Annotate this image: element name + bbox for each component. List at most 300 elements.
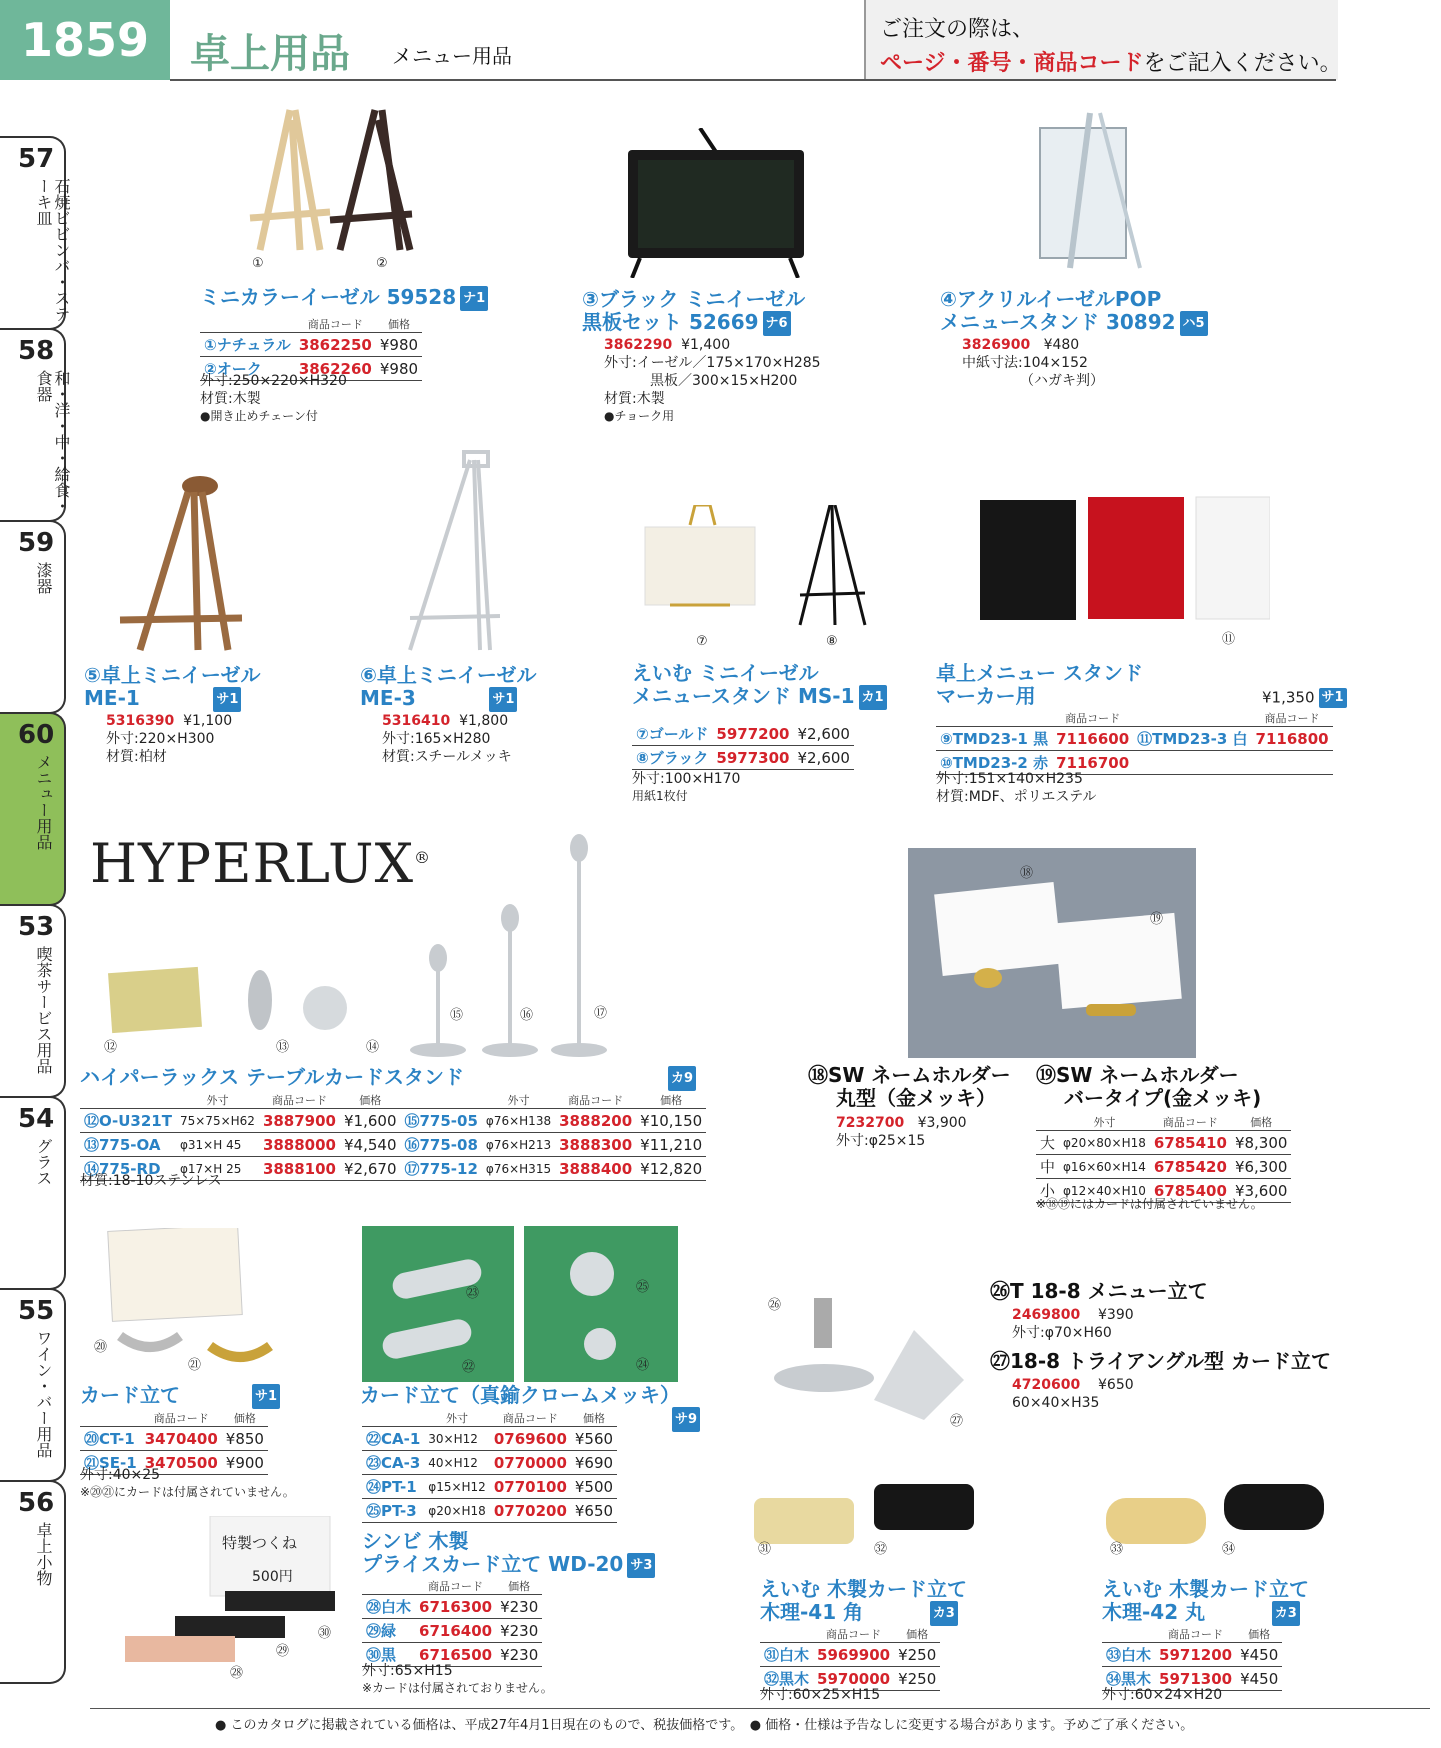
table-row [362,1475,617,1499]
item-code: 5977300 [712,746,793,770]
footer-rule [90,1708,1430,1709]
item-name: 大 [1036,1131,1059,1155]
p20-size: 外寸:40×25 [80,1467,161,1483]
label-21: ㉑ [188,1358,202,1373]
p6-title-line2 [360,687,537,712]
price-header: 価格 [571,1410,617,1427]
table-row [632,746,854,770]
table-row [362,1427,617,1451]
p28-title-line1: シンビ 木製 [362,1529,469,1553]
label-25: ㉕ [636,1280,650,1295]
label-24: ㉔ [636,1358,650,1373]
p5-title [84,664,261,712]
item-name: ㉝白木 [1102,1643,1155,1667]
table-row [1036,1131,1291,1155]
tab-53[interactable] [0,904,66,1098]
p3-price: ¥1,400 [681,337,731,353]
table-row [80,1133,706,1157]
label-16: ⑯ [520,1008,534,1023]
code-header: 商品コード [141,1410,222,1427]
tab-label: グラス [34,1138,53,1186]
tab-label: 卓上小物 [34,1522,53,1586]
table-row [362,1619,542,1643]
p22-title-text: カード立て（真鍮クロームメッキ） [360,1383,680,1407]
code-header: 商品コード [1150,1114,1231,1131]
label-19: ⑲ [1150,912,1164,927]
item-code: 6716300 [415,1595,496,1619]
card-holder-photo [90,1228,280,1378]
p3-title-line2 [582,311,805,336]
item-price: ¥2,670 [340,1157,401,1181]
tab-58[interactable] [0,328,71,522]
item-price: ¥980 [376,333,422,357]
p7-size: 外寸:100×H170 [632,771,741,787]
p19-title [1036,1064,1261,1110]
item-code: 6785410 [1150,1131,1231,1155]
item-price: ¥4,540 [340,1133,401,1157]
label-10: ⑩ [1114,628,1126,643]
p31-title-line1: えいむ 木製カード立て [760,1577,967,1601]
p1-material: 材質:木製 [200,391,261,407]
menu-stand-photo [764,1290,964,1430]
hyperlux-logo-text: HYPERLUX [90,832,415,895]
item-code: 5971200 [1155,1643,1236,1667]
item-code: 0770000 [490,1451,571,1475]
p5-title-text: ME-1 [84,686,140,710]
tab-60[interactable] [0,712,66,906]
tab-number: 56 [18,1488,55,1518]
tab-59[interactable] [0,520,66,714]
p1-title-text: ミニカラーイーゼル 59528 [200,285,457,309]
size-header: 外寸 [482,1092,555,1109]
p5-material: 材質:柏材 [106,749,167,765]
item-name: ⑪TMD23-3 白 [1133,727,1251,751]
hyperlux-table [80,1092,706,1181]
p4-size2: （ハガキ判） [1020,373,1104,389]
p7-badge: カ1 [859,685,887,710]
p27-size: 60×40×H35 [1012,1395,1100,1411]
marker-stand-photo [970,495,1270,635]
tab-label: 漆器 [34,562,53,594]
p31-title-text: 木理-41 角 [760,1600,864,1624]
p7-title-text: メニュースタンド MS-1 [632,684,855,708]
item-size: 30×H12 [424,1427,490,1451]
name-holder-photo [908,848,1196,1058]
p3-title [582,288,805,336]
item-code: 0770100 [490,1475,571,1499]
item-size: φ17×H 25 [176,1157,259,1181]
p18-price: ¥3,900 [917,1115,967,1131]
p1-note: ●開き止めチェーン付 [200,409,318,423]
p7-title-line2 [632,685,887,710]
item-name: ㉛白木 [760,1643,813,1667]
p9-title-line2: マーカー用 [936,684,1036,708]
item-price: ¥250 [894,1643,940,1667]
price-header: 価格 [1231,1114,1292,1131]
item-size: φ12×40×H10 [1059,1179,1150,1203]
p1-size: 外寸:250×220×H320 [200,373,347,389]
label-32: ㉜ [874,1542,888,1557]
item-name: ⑯775-08 [401,1133,482,1157]
item-name: ①ナチュラル [200,333,295,357]
p33-title [1102,1578,1309,1626]
p26-code-price [1012,1306,1134,1324]
label-8: ⑧ [826,634,838,649]
tab-55[interactable] [0,1288,66,1482]
acrylic-easel-photo [1030,108,1150,278]
label-17: ⑰ [594,1006,608,1021]
p6-code: 5316410 [382,713,451,729]
p5-title-line1: ⑤卓上ミニイーゼル [84,663,261,687]
header-rule [170,79,1336,81]
p9-price [1262,688,1347,708]
p7-note: 用紙1枚付 [632,789,688,803]
item-name: ⑧ブラック [632,746,712,770]
p18-title-line2: 丸型（金メッキ） [836,1086,996,1110]
p31-size: 外寸:60×25×H15 [760,1687,881,1703]
item-name: 小 [1036,1179,1059,1203]
table-row [760,1643,940,1667]
tab-number: 60 [18,720,55,750]
p33-table [1102,1626,1282,1691]
kiri41-photo [752,1480,982,1550]
item-code: 3888300 [555,1133,636,1157]
price-header: 価格 [222,1410,268,1427]
p28-note: ※カードは付属されておりません。 [362,1681,553,1695]
item-name: ㉚黒 [362,1643,415,1667]
item-code: 5969900 [813,1643,894,1667]
price-header: 価格 [894,1626,940,1643]
item-code: 6716400 [415,1619,496,1643]
item-code: 3887900 [259,1109,340,1133]
item-name: ㉕PT-3 [362,1499,424,1523]
size-header: 外寸 [1059,1114,1150,1131]
p27-title: ㉗18-8 トライアングル型 カード立て [990,1349,1331,1373]
item-name: ⑳CT-1 [80,1427,141,1451]
code-header: 商品コード [490,1410,571,1427]
item-name: ㉔PT-1 [362,1475,424,1499]
item-size: φ76×H138 [482,1109,555,1133]
price-header: 価格 [376,316,422,333]
code-header: 商品コード [295,316,376,333]
item-price: ¥900 [222,1451,268,1475]
p3-title-line1: ③ブラック ミニイーゼル [582,287,806,311]
item-size: φ20×80×H18 [1059,1131,1150,1155]
p18-size: 外寸:φ25×15 [836,1133,926,1149]
item-code: 6785420 [1150,1155,1231,1179]
p6-price: ¥1,800 [459,713,509,729]
p4-size1: 中紙寸法:104×152 [962,355,1088,371]
tab-label: 石焼ビビンバ・ステーキ皿 [34,178,71,322]
p33-title-line2 [1102,1601,1309,1626]
tab-label: 和・洋・中・給食・食器 [34,370,71,514]
p28-title [362,1530,655,1578]
item-name: ②オーク [200,357,295,381]
code-header: 商品コード [1155,1626,1236,1643]
item-price: ¥230 [496,1619,542,1643]
order-note-line2 [880,46,1342,77]
p5-price: ¥1,100 [183,713,233,729]
item-name: ⑦ゴールド [632,722,712,746]
me1-easel-photo [110,470,250,660]
label-9: ⑨ [1010,628,1022,643]
p6-size: 外寸:165×H280 [382,731,491,747]
item-price: ¥650 [571,1499,617,1523]
p28-size: 外寸:65×H15 [362,1663,453,1679]
p3-note: ●チョーク用 [604,409,675,423]
table-row [362,1451,617,1475]
table-row [80,1427,268,1451]
p4-title-line2 [940,311,1208,336]
p4-title [940,288,1208,336]
p3-title-text: 黒板セット 52669 [582,310,759,334]
p27-code-price [1012,1376,1134,1394]
p19-table [1036,1114,1291,1203]
item-name: ㉜黒木 [760,1667,813,1691]
p3-size1: 外寸:イーゼル／175×170×H285 [604,355,821,371]
blackboard-easel-photo [620,128,810,278]
label-26: ㉖ [768,1298,782,1313]
p6-code-price [382,712,508,730]
p4-title-line1: ④アクリルイーゼルPOP [940,287,1162,311]
item-price: ¥250 [894,1667,940,1691]
p6-title-text: ME-3 [360,686,416,710]
p28-title-line2 [362,1553,655,1578]
item-size: φ16×60×H14 [1059,1155,1150,1179]
p1-title [200,286,488,311]
item-code: 0770200 [490,1499,571,1523]
p26-price: ¥390 [1098,1307,1134,1323]
code-header: 商品コード [1252,710,1333,727]
hyperlux-badge: カ9 [668,1066,696,1091]
p18-code-price [836,1114,967,1132]
registered-mark: ® [414,848,432,867]
tab-57[interactable] [0,136,71,330]
price-header: 価格 [1236,1626,1282,1643]
item-code: 7116800 [1252,727,1333,751]
item-price: ¥12,820 [636,1157,706,1181]
table-row [362,1499,617,1523]
item-code: 5971300 [1155,1667,1236,1691]
item-price: ¥690 [571,1451,617,1475]
price-header: 価格 [496,1578,542,1595]
code-header: 商品コード [813,1626,894,1643]
label-20: ⑳ [94,1340,108,1355]
item-price: ¥230 [496,1595,542,1619]
tab-label: ワイン・バー用品 [34,1330,53,1458]
item-code: 3888200 [555,1109,636,1133]
p7-title [632,662,887,710]
price-header: 価格 [636,1092,706,1109]
p18-title [808,1064,1011,1110]
p6-title-line1: ⑥卓上ミニイーゼル [360,663,537,687]
p5-badge: サ1 [213,687,241,712]
p19-title-line1: ⑲SW ネームホルダー [1036,1063,1239,1087]
code-header: 商品コード [259,1092,340,1109]
p9-material: 材質:MDF、ポリエステル [936,789,1097,805]
label-31: ㉛ [758,1542,772,1557]
p19-note: ※⑱⑲にはカードは付属されていません。 [1036,1197,1263,1211]
p6-material: 材質:スチールメッキ [382,749,512,765]
table-row [936,727,1333,751]
me3-easel-photo [390,450,520,670]
p1-badge: ナ1 [460,286,488,311]
p31-table [760,1626,940,1691]
item-name: ⑫O-U321T [80,1109,176,1133]
price-card-text: 特製つくね [222,1534,298,1552]
p20-title [80,1384,280,1409]
page-title: 卓上用品 [190,31,350,77]
p20-title-text: カード立て [80,1383,180,1407]
kiri42-photo [1104,1480,1334,1550]
p20-note: ※⑳㉑にカードは付属されていません。 [80,1485,295,1499]
p5-code: 5316390 [106,713,175,729]
p26-title: ㉖T 18-8 メニュー立て [990,1279,1208,1303]
page-subtitle: メニュー用品 [392,44,512,68]
item-code: 3470400 [141,1427,222,1451]
item-price: ¥850 [222,1427,268,1451]
p3-code: 3862290 [604,337,673,353]
item-price: ¥11,210 [636,1133,706,1157]
item-price: ¥3,600 [1231,1179,1292,1203]
price-header: 価格 [340,1092,401,1109]
tab-number: 59 [18,528,55,558]
p33-title-text: 木理-42 丸 [1102,1600,1206,1624]
p33-title-line1: えいむ 木製カード立て [1102,1577,1309,1601]
p31-title [760,1578,967,1626]
item-size: φ15×H12 [424,1475,490,1499]
p9-badge: サ1 [1319,688,1347,708]
chrome-card-holder-photo [362,1226,678,1382]
item-size: φ76×H315 [482,1157,555,1181]
footer-note: ● このカタログに掲載されている価格は、平成27年4月1日現在のもので、税抜価格です。 ● 価格・仕様は予告なしに変更する場合があります。予めご了承ください。 [215,1718,1194,1733]
p3-badge: ナ6 [763,311,791,336]
hyperlux-stands-photo [100,830,640,1060]
hyperlux-title [80,1066,696,1091]
p4-code-price [962,336,1079,354]
item-name: ⑰775-12 [401,1157,482,1181]
p9-size: 外寸:151×140×H235 [936,771,1083,787]
item-price: ¥450 [1236,1667,1282,1691]
p4-title-text: メニュースタンド 30892 [940,310,1176,334]
label-2: ② [376,256,388,271]
item-price: ¥500 [571,1475,617,1499]
item-size: φ20×H18 [424,1499,490,1523]
code-header: 商品コード [1052,710,1133,727]
p26-code: 2469800 [1012,1307,1081,1323]
tab-label: 喫茶サービス用品 [34,946,53,1074]
label-30: ㉚ [318,1626,332,1641]
code-header: 商品コード [415,1578,496,1595]
item-code: 3470500 [141,1451,222,1475]
item-size: φ76×H213 [482,1133,555,1157]
p4-code: 3826900 [962,337,1031,353]
p9-table [936,710,1333,775]
item-size: 40×H12 [424,1451,490,1475]
tab-number: 55 [18,1296,55,1326]
label-7: ⑦ [696,634,708,649]
code-header: 商品コード [555,1092,636,1109]
item-name: ⑬775-OA [80,1133,176,1157]
item-code: 3888400 [555,1157,636,1181]
item-price: ¥450 [1236,1643,1282,1667]
p4-price: ¥480 [1043,337,1080,353]
item-code: 3888100 [259,1157,340,1181]
p6-title [360,664,537,712]
p18-code: 7232700 [836,1115,905,1131]
p3-size2: 黒板／300×15×H200 [650,373,798,389]
p5-code-price [106,712,232,730]
label-29: ㉙ [276,1644,290,1659]
item-code: 0769600 [490,1427,571,1451]
tab-number: 54 [18,1104,55,1134]
p27-price: ¥650 [1098,1377,1134,1393]
p7-title-line1: えいむ ミニイーゼル [632,661,819,685]
item-code: 5970000 [813,1667,894,1691]
item-name: ⑨TMD23-1 黒 [936,727,1052,751]
label-1: ① [252,256,264,271]
item-price: ¥10,150 [636,1109,706,1133]
item-name: ㉓CA-3 [362,1451,424,1475]
item-code: 6785400 [1150,1179,1231,1203]
item-price: ¥8,300 [1231,1131,1292,1155]
item-name: ⑭775-RD [80,1157,176,1181]
label-23: ㉓ [466,1286,480,1301]
label-14: ⑭ [366,1040,380,1055]
item-name: ㉞黒木 [1102,1667,1155,1691]
page-number: 1859 [0,0,170,80]
p22-badge: サ9 [672,1407,700,1432]
p28-table [362,1578,542,1667]
table-row [632,722,854,746]
p20-badge: サ1 [252,1384,280,1409]
item-code: 3862250 [295,333,376,357]
tab-label: メニュー用品 [34,754,53,850]
tab-56[interactable] [0,1480,66,1684]
tab-54[interactable] [0,1096,66,1290]
item-name: ⑩TMD23-2 赤 [936,751,1052,775]
item-price: ¥560 [571,1427,617,1451]
p18-title-line1: ⑱SW ネームホルダー [808,1063,1011,1087]
table-row [200,333,422,357]
order-note-highlight: ページ・番号・商品コード [880,51,1144,76]
hyperlux-material: 材質:18-10ステンレス [80,1173,222,1189]
p9-price-value: ¥1,350 [1262,688,1315,707]
tab-number: 58 [18,336,55,366]
tab-number: 53 [18,912,55,942]
label-13: ⑬ [276,1040,290,1055]
item-name: ㉙緑 [362,1619,415,1643]
p9-title [936,662,1143,708]
p28-badge: サ3 [627,1553,655,1578]
item-code: 7116700 [1052,751,1133,775]
mini-color-easel-photo [200,100,450,280]
size-header: 外寸 [424,1410,490,1427]
p33-badge: カ3 [1272,1601,1300,1626]
item-price: ¥6,300 [1231,1155,1292,1179]
p5-size: 外寸:220×H300 [106,731,215,747]
p3-code-price [604,336,730,354]
item-price: ¥2,600 [793,746,854,770]
table-row [80,1109,706,1133]
item-price: ¥1,600 [340,1109,401,1133]
label-12: ⑫ [104,1040,118,1055]
label-18: ⑱ [1020,866,1034,881]
p22-table [362,1410,617,1523]
item-size: φ31×H 45 [176,1133,259,1157]
item-price: ¥230 [496,1643,542,1667]
label-27: ㉗ [950,1414,964,1429]
